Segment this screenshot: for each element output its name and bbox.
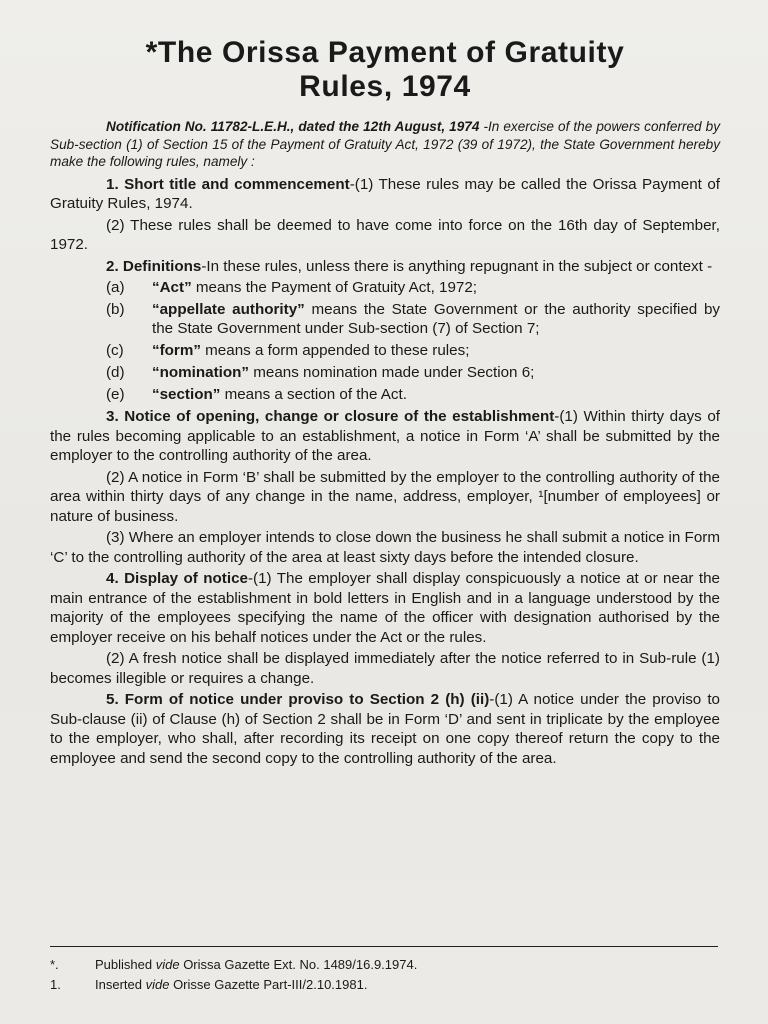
rule-5-text-1: -(1) A notice under the proviso to Sub-clause (ii) of Clause (h) of Section 2 shall be in Form ‘D’ and sent in triplicate by the employee to the employer, who shall, after recording its receipt on one copy thereof return the copy to the employee and send the second copy to the controlling authority of the area.	[50, 691, 721, 767]
rule-1-heading: 1. Short title and commencement	[106, 175, 350, 193]
definition-text	[152, 278, 720, 297]
footnote-text-post: Orissa Gazette Ext. No. 1489/16.9.1974.	[179, 957, 418, 972]
footnote-text-pre: Inserted	[95, 977, 146, 992]
definition-label: (b)	[106, 301, 125, 318]
definition-meaning: means the Payment of Gratuity Act, 1972;	[191, 279, 478, 296]
footnote-mark: *.	[50, 957, 59, 972]
definition-term: “nomination”	[152, 364, 250, 381]
rule-3-para-1	[50, 407, 720, 466]
rule-2-text: -In these rules, unless there is anything repugnant in the subject or context -	[201, 257, 713, 275]
definition-text	[152, 341, 720, 360]
footnote-text-post: Orisse Gazette Part-III/2.10.1981.	[169, 977, 368, 992]
definition-meaning: means a section of the Act.	[220, 386, 407, 403]
footnote-text-italic: vide	[145, 977, 170, 992]
footnote-text	[95, 975, 367, 995]
notification-text: -In exercise of the powers conferred by Sub-section (1) of Section 15 of the Payment of Gratuity Act, 1972 (39 of 1972), the State Government hereby make the following rules, namely :	[50, 119, 720, 169]
footnote-mark: 1.	[50, 977, 61, 992]
definition-meaning: means a form appended to these rules;	[200, 342, 470, 359]
rule-5-heading: 5. Form of notice under proviso to Section 2 (h) (ii)	[106, 691, 490, 708]
footnote-text-pre: Published	[95, 957, 156, 972]
definition-item-d	[50, 363, 720, 382]
rule-2-heading: 2. Definitions	[106, 257, 202, 275]
definition-text	[152, 363, 720, 382]
definition-item-c	[50, 341, 720, 360]
definition-term: “appellate authority”	[152, 301, 305, 318]
rule-5-para-1	[50, 690, 720, 768]
definition-item-a	[50, 278, 720, 297]
rule-3-text-1: -(1) Within thirty days of the rules becoming applicable to an establishment, a notice in Form ‘A’ shall be submitted by the employer to the controlling authority of the area.	[50, 408, 720, 464]
definition-meaning: means nomination made under Section 6;	[249, 364, 535, 381]
definition-label: (d)	[106, 364, 125, 381]
rule-1-para-2: (2) These rules shall be deemed to have come into force on the 16th day of September, 1972.	[50, 216, 720, 253]
definition-text	[152, 300, 720, 338]
definition-item-b	[50, 300, 720, 338]
title-line-2: Rules, 1974	[299, 70, 471, 103]
footnote-text-italic: vide	[155, 957, 180, 972]
title-line-1: *The Orissa Payment of Gratuity	[145, 36, 625, 69]
notification-preamble	[50, 118, 720, 171]
definition-item-e	[50, 385, 720, 404]
definition-text	[152, 385, 720, 404]
rule-1-para-1	[50, 175, 720, 214]
definition-term: “form”	[152, 342, 201, 359]
definition-term: “Act”	[152, 279, 192, 296]
definition-term: “section”	[152, 386, 221, 403]
rule-4-heading: 4. Display of notice	[106, 570, 248, 587]
rule-3-para-2: (2) A notice in Form ‘B’ shall be submitted by the employer to the controlling authority of the area within thirty days of any change in the name, address, employer, ¹[number of employees] or nature of business.	[50, 468, 720, 525]
footnote-1	[50, 955, 718, 975]
footnote-2	[50, 975, 718, 995]
definition-meaning: means the State Government or the authority specified by the State Government under Sub-section (7) of Section 7;	[152, 301, 721, 337]
rule-2-para	[50, 257, 720, 277]
notification-number: Notification No. 11782-L.E.H., dated the 12th August, 1974	[106, 119, 480, 134]
rule-4-text-1: -(1) The employer shall display conspicuously a notice at or near the main entrance of the establishment in bold letters in English and in a language understood by the majority of the employees specifying the name of the officer with designation authorised by the employer receive on his behalf notices under the Act or the rules.	[50, 570, 720, 646]
rule-3-heading: 3. Notice of opening, change or closure of the establishment	[106, 408, 555, 425]
footnotes	[50, 946, 718, 995]
rule-1-text-1: -(1) These rules may be called the Orissa Payment of Gratuity Rules, 1974.	[50, 175, 720, 212]
footnote-text	[95, 955, 417, 975]
document-title	[50, 36, 720, 104]
definition-label: (c)	[106, 342, 124, 359]
definition-label: (a)	[106, 279, 125, 296]
rule-3-para-3: (3) Where an employer intends to close down the business he shall submit a notice in Form ‘C’ to the controlling authority of the area at least sixty days before the intended closure.	[50, 529, 720, 566]
rule-4-para-2: (2) A fresh notice shall be displayed immediately after the notice referred to in Sub-rule (1) becomes illegible or requires a change.	[50, 650, 720, 687]
definition-label: (e)	[106, 386, 125, 403]
rule-4-para-1	[50, 569, 720, 647]
definitions-list	[50, 278, 720, 404]
